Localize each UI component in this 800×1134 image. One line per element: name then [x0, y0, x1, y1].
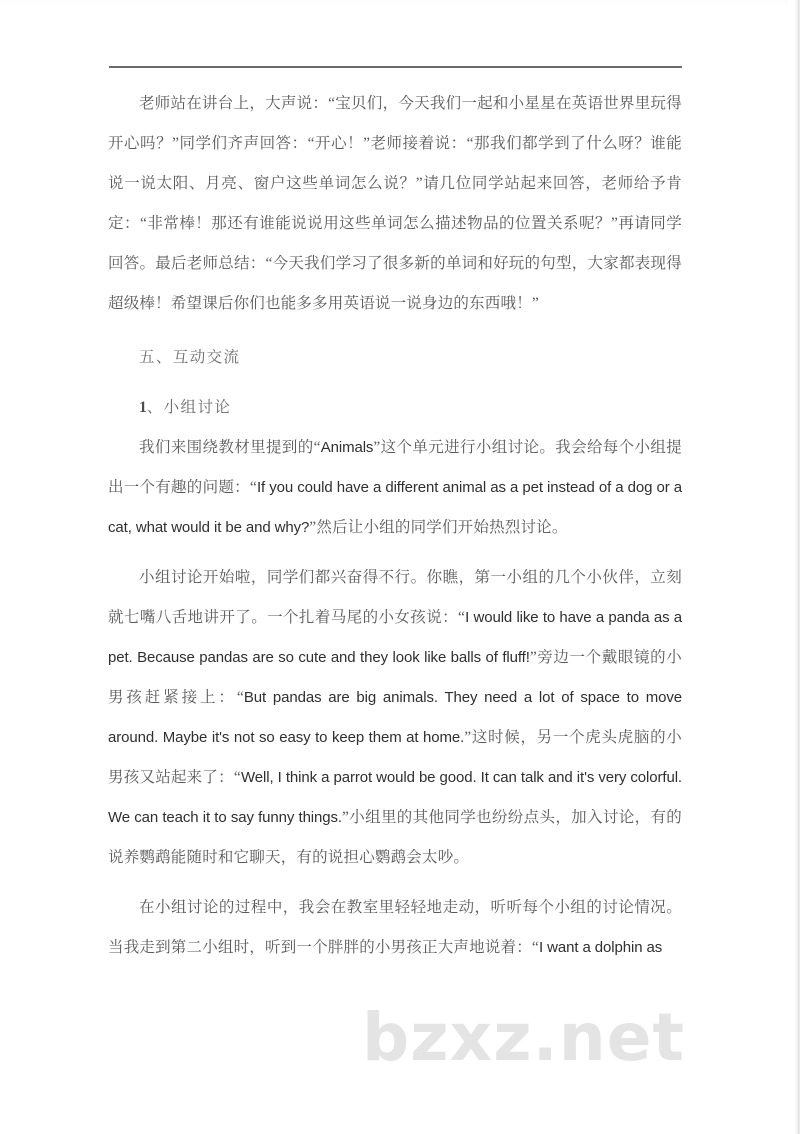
heading-subsection-group-discussion: [108, 388, 682, 428]
para3-mid-1: ”旁边一个戴眼镜的小男孩赶紧接上：“: [108, 649, 682, 706]
para3-en-pandas-big: But pandas are big animals. They need a lot of space to move around. Maybe it's not so easy to keep them at home.: [108, 689, 682, 746]
para2-en-animals: Animals: [320, 439, 374, 456]
para3-en-panda: I would like to have a panda as a pet. Because pandas are so cute and they look like balls of fluff!: [108, 609, 682, 666]
heading-subsection-label: 、小组讨论: [146, 399, 232, 416]
para2-pre: 我们来围绕教材里提到的“: [139, 439, 321, 456]
heading-section-five: 五、互动交流: [139, 349, 241, 366]
para3-en-parrot: Well, I think a parrot would be good. It can talk and it's very colorful. We can teach it to say funny things.: [108, 769, 683, 826]
page-right-edge: [788, 0, 800, 1134]
paragraph-teacher-walking: [108, 888, 682, 968]
para4-pre: 在小组讨论的过程中，我会在教室里轻轻地走动，听听每个小组的讨论情况。当我走到第二小组时，听到一个胖胖的小男孩正大声地说着：“: [108, 899, 682, 956]
paragraph-teacher-summary: 老师站在讲台上，大声说：“宝贝们，今天我们一起和小星星在英语世界里玩得开心吗？”同学们齐声回答：“开心！”老师接着说：“那我们都学到了什么呀？谁能说一说太阳、月亮、窗户这些单词怎么说？”请几位同学站起来回答，老师给予肯定：“非常棒！那还有谁能说说用这些单词怎么描述物品的位置关系呢？”再请同学回答。最后老师总结：“今天我们学习了很多新的单词和好玩的句型，大家都表现得超级棒！希望课后你们也能多多用英语说一说身边的东西哦！”: [108, 95, 682, 312]
para3-pre: 小组讨论开始啦，同学们都兴奋得不行。你瞧，第一小组的几个小伙伴，立刻就七嘴八舌地讲开了。一个扎着马尾的小女孩说：“: [108, 569, 682, 626]
page-content: [108, 0, 682, 968]
site-watermark: bzxz.net: [362, 999, 686, 1076]
paragraph-group-one-discussion: [108, 558, 682, 878]
para3-mid-2: ”这时候，另一个虎头虎脑的小男孩又站起来了：“: [108, 729, 682, 786]
para2-post: ”然后让小组的同学们开始热烈讨论。: [309, 519, 568, 536]
body-text-block: [108, 84, 682, 968]
para4-en-dolphin: I want a dolphin as: [538, 939, 663, 956]
para2-en-question: If you could have a different animal as a pet instead of a dog or a cat, what would it be and why?: [108, 479, 682, 536]
paragraph-animals-unit: [108, 428, 682, 548]
para3-post: ”小组里的其他同学也纷纷点头，加入讨论，有的说养鹦鹉能随时和它聊天，有的说担心鹦鹉会太吵。: [108, 809, 683, 866]
para2-mid: ”这个单元进行小组讨论。我会给每个小组提出一个有趣的问题：“: [108, 439, 683, 496]
heading-subsection-number: 1: [139, 399, 147, 416]
header-rule: [109, 66, 682, 68]
